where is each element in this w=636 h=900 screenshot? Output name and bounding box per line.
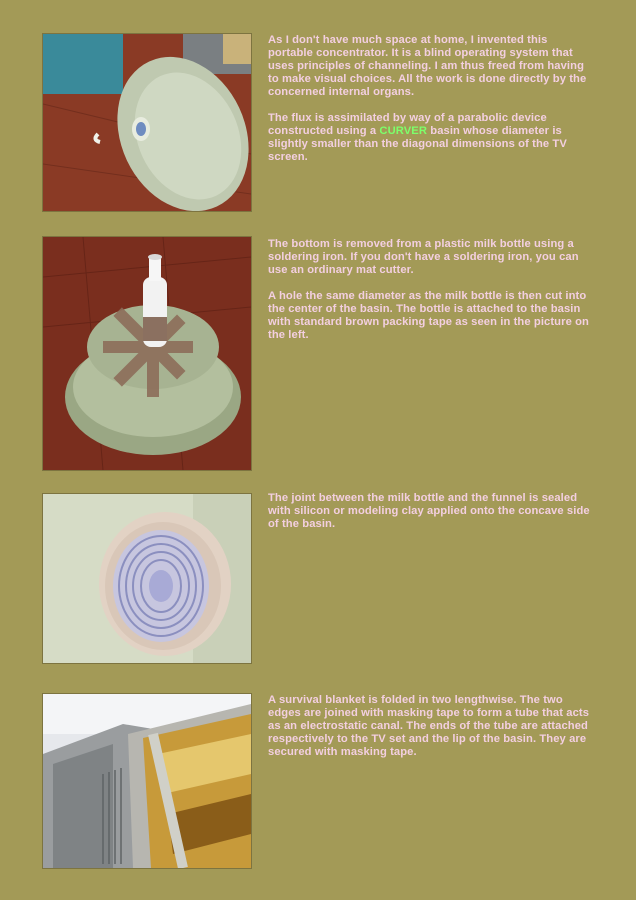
sealed-joint-closeup-photo <box>42 493 252 664</box>
survival-blanket-on-tv-photo <box>42 693 252 869</box>
section-2-paragraph-2: A hole the same diameter as the milk bottle is then cut into the center of the basin. The bottle is attached to the basin with standard brown packing tape as seen in the picture on the left. <box>268 290 589 341</box>
section-2-paragraph-1: The bottom is removed from a plastic milk bottle using a soldering iron. If you don't have a soldering iron, you can use an ordinary mat cutter. <box>268 238 579 276</box>
basin-with-hole-photo <box>42 33 252 212</box>
section-4-paragraph-1: A survival blanket is folded in two lengthwise. The two edges are joined with masking tape to form a tube that acts as an electrostatic canal. The ends of the tube are attached respectively to the TV set and the lip of the basin. They are secured with masking tape. <box>268 694 590 758</box>
section-2-text <box>268 238 590 355</box>
section-3-text <box>268 492 590 544</box>
section-1-paragraph-1: As I don't have much space at home, I invented this portable concentrator. It is a blind operating system that uses principles of channeling. I am thus freed from having to make visual choices. All the work is done directly by the concerned internal organs. <box>268 34 587 98</box>
brand-highlight: CURVER <box>379 125 428 137</box>
section-4-text <box>268 694 590 772</box>
text-run: basin whose diameter is slightly smaller than the diagonal dimensions of the TV screen. <box>268 125 567 163</box>
section-3-paragraph-1: The joint between the milk bottle and the funnel is sealed with silicon or modeling clay applied onto the concave side of the basin. <box>268 492 590 530</box>
text-run: The flux is assimilated by way of a parabolic device constructed using a <box>268 112 547 137</box>
section-1-paragraph-2 <box>268 112 590 164</box>
milk-bottle-taped-to-basin-photo <box>42 236 252 471</box>
section-1-text <box>268 34 590 177</box>
